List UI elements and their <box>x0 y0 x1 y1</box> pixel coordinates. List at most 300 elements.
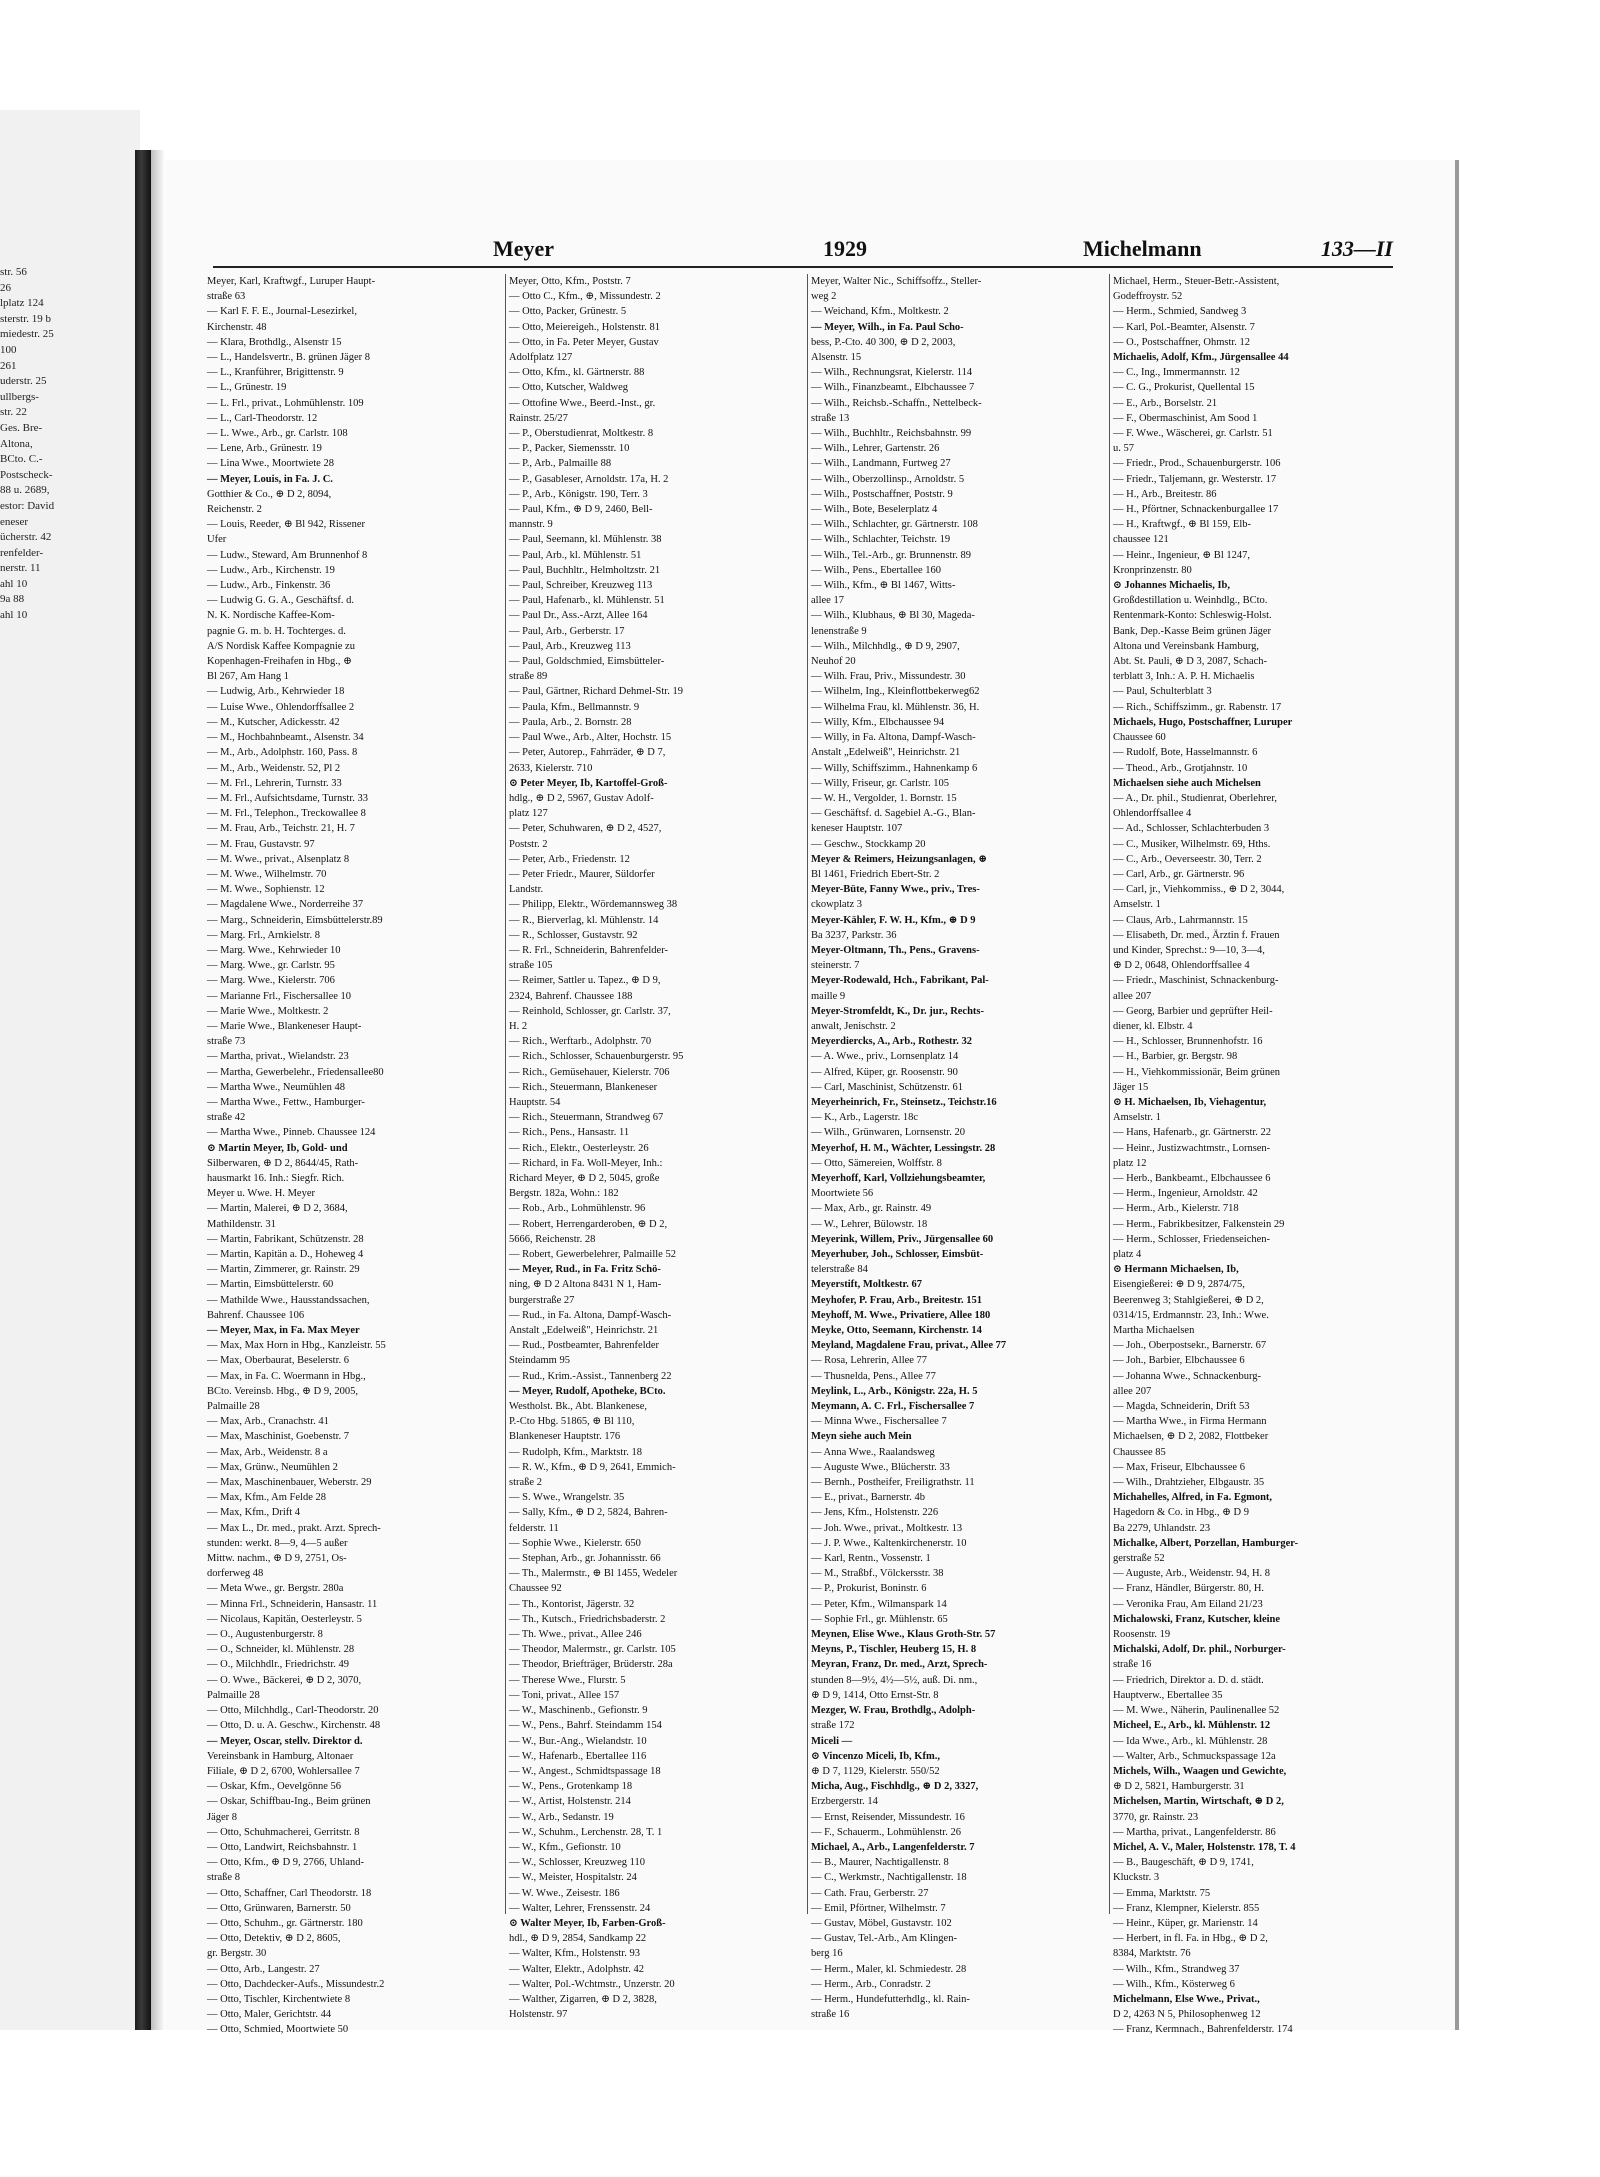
directory-entry-line: Michalowski, Franz, Kutscher, kleine <box>1113 1613 1281 1625</box>
directory-entry-line: — H., Barbier, gr. Bergstr. 98 <box>1113 1051 1238 1063</box>
directory-entry-line: — Wilh., Milchhdlg., ⊕ D 9, 2907, <box>811 640 960 652</box>
directory-entry-line: Meyer-Stromfeldt, K., Dr. jur., Rechts- <box>811 1005 985 1017</box>
directory-entry-line: straße 42 <box>207 1112 246 1124</box>
directory-entry-line: Anstalt „Edelweiß", Heinrichstr. 21 <box>509 1325 659 1337</box>
directory-entry-line: Michelmann, Else Wwe., Privat., <box>1113 1993 1260 2005</box>
left-page-text-fragments <box>0 265 120 624</box>
directory-entry-line: — Oskar, Schiffbau-Ing., Beim grünen <box>207 1796 371 1808</box>
directory-entry-line: — W., Meister, Hospitalstr. 24 <box>509 1872 637 1884</box>
directory-entry-line: — Wilh., Kfm., ⊕ Bl 1467, Witts- <box>811 580 956 592</box>
directory-entry-line: — Richard, in Fa. Woll-Meyer, Inh.: <box>509 1157 663 1169</box>
directory-entry-line: — Rich., Schlosser, Schauenburgerstr. 95 <box>509 1051 684 1063</box>
directory-entry-line: Meyer u. Wwe. H. Meyer <box>207 1188 315 1200</box>
directory-entry-line: Meyerink, Willem, Priv., Jürgensallee 60 <box>811 1233 994 1245</box>
directory-entry-line: dorferweg 48 <box>207 1568 264 1580</box>
directory-entry-line: — Anna Wwe., Raalandsweg <box>811 1446 935 1458</box>
directory-entry-line: — Sally, Kfm., ⊕ D 2, 5824, Bahren- <box>509 1507 668 1519</box>
directory-entry-line: — Jens, Kfm., Holstenstr. 226 <box>811 1507 939 1519</box>
directory-entry-line: — Martha Wwe., Neumühlen 48 <box>207 1081 346 1093</box>
directory-entry-line: — P., Prokurist, Boninstr. 6 <box>811 1583 927 1595</box>
directory-entry-line: — Paul Dr., Ass.-Arzt, Allee 164 <box>509 610 648 622</box>
directory-entry-line: Amselstr. 1 <box>1113 899 1161 911</box>
directory-entry-line: Adolfplatz 127 <box>509 352 573 364</box>
directory-entry-line: Chaussee 92 <box>509 1583 562 1595</box>
directory-entry-line: telerstraße 84 <box>811 1264 868 1276</box>
directory-entry-line: — Martin, Eimsbüttelerstr. 60 <box>207 1279 334 1291</box>
directory-entry-line: D 2, 4263 N 5, Philosophenweg 12 <box>1113 2009 1261 2021</box>
directory-entry-line: — Otto, Schaffner, Carl Theodorstr. 18 <box>207 1887 372 1899</box>
directory-entry-line: — A., Dr. phil., Studienrat, Oberlehrer, <box>1113 792 1278 804</box>
directory-entry-line: — Franz, Kermnach., Bahrenfelderstr. 174 <box>1113 2024 1293 2036</box>
directory-entry-line: — Bernh., Postheifer, Freiligrathstr. 11 <box>811 1477 975 1489</box>
directory-entry-line: — W., Pens., Bahrf. Steindamm 154 <box>509 1720 662 1732</box>
directory-entry-line: platz 12 <box>1113 1157 1147 1169</box>
directory-entry-line: — Carl, Arb., gr. Gärtnerstr. 96 <box>1113 868 1245 880</box>
directory-entry-line: — Friedr., Taljemann, gr. Westerstr. 17 <box>1113 473 1277 485</box>
directory-entry-line: Kirchenstr. 48 <box>207 321 267 333</box>
directory-entry-line: — Otto, Packer, Grünestr. 5 <box>509 306 627 318</box>
directory-entry-line: — Mathilde Wwe., Hausstandssachen, <box>207 1294 370 1306</box>
directory-entry-line: — Max, Arb., gr. Rainstr. 49 <box>811 1203 932 1215</box>
directory-entry-line: Palmaille 28 <box>207 1401 260 1413</box>
directory-entry-line: — Wilh., Reichsb.-Schaffn., Nettelbeck- <box>811 397 982 409</box>
directory-entry-line: ⊕ D 9, 1414, Otto Ernst-Str. 8 <box>811 1689 939 1701</box>
directory-entry-line: — Karl, Pol.-Beamter, Alsenstr. 7 <box>1113 321 1255 333</box>
directory-entry-line: — Robert, Herrengarderoben, ⊕ D 2, <box>509 1218 668 1230</box>
directory-entry-line: — Herm., Arb., Kielerstr. 718 <box>1113 1203 1239 1215</box>
directory-entry-line: — Otto, Kfm., kl. Gärtnerstr. 88 <box>509 367 645 379</box>
directory-entry-line: — Walter, Lehrer, Frenssenstr. 24 <box>509 1902 651 1914</box>
directory-entry-line: — Minna Frl., Schneiderin, Hansastr. 11 <box>207 1598 378 1610</box>
directory-entry-line: — S. Wwe., Wrangelstr. 35 <box>509 1492 625 1504</box>
directory-entry-line: — Rich., Steuermann, Strandweg 67 <box>509 1112 664 1124</box>
directory-entry-line: — Wilh., Schlachter, Teichstr. 19 <box>811 534 951 546</box>
directory-entry-line: — Willy, in Fa. Altona, Dampf-Wasch- <box>811 732 976 744</box>
directory-entry-line: — Willy, Schiffszimm., Hahnenkamp 6 <box>811 762 978 774</box>
directory-entry-line: — Ludw., Steward, Am Brunnenhof 8 <box>207 549 368 561</box>
directory-entry-line: Neuhof 20 <box>811 656 856 668</box>
directory-entry-line: — C. G., Prokurist, Quellental 15 <box>1113 382 1255 394</box>
left-page-fragment: ücherstr. 42 <box>0 531 52 544</box>
directory-entry-line: — Otto, Sämereien, Wolffstr. 8 <box>811 1157 942 1169</box>
directory-entry-line: stunden 8—9½, 4½—5½, auß. Di. nm., <box>811 1674 978 1686</box>
directory-entry-line: 8384, Marktstr. 76 <box>1113 1948 1191 1960</box>
directory-entry-line: — Martha Wwe., in Firma Hermann <box>1113 1416 1267 1428</box>
left-page-fragment: renfelder- <box>0 546 44 559</box>
directory-entry-line: — Herm., Maler, kl. Schmiedestr. 28 <box>811 1963 967 1975</box>
directory-entry-line: allee 207 <box>1113 990 1152 1002</box>
left-page-fragment: eneser <box>0 515 29 528</box>
directory-entry-line: — Paul, Schulterblatt 3 <box>1113 686 1212 698</box>
directory-entry-line: — Paul, Kfm., ⊕ D 9, 2460, Bell- <box>509 504 653 516</box>
directory-entry-line: — Rosa, Lehrerin, Allee 77 <box>811 1355 928 1367</box>
directory-entry-line: — M. Frau, Gustavstr. 97 <box>207 838 315 850</box>
directory-entry-line: platz 4 <box>1113 1249 1142 1260</box>
directory-entry-line: — Paul, Schreiber, Kreuzweg 113 <box>509 580 653 592</box>
directory-entry-line: — Wilh., Pens., Ebertallee 160 <box>811 564 942 576</box>
left-page-fragment: Postscheck- <box>0 468 53 481</box>
directory-entry-line: — L., Carl-Theodorstr. 12 <box>207 412 318 424</box>
directory-entry-line: — Rud., Postbeamter, Bahrenfelder <box>509 1340 660 1352</box>
directory-entry-line: Michahelles, Alfred, in Fa. Egmont, <box>1113 1492 1273 1504</box>
left-page-fragment: ahl 10 <box>0 577 28 590</box>
directory-entry-line: — Oskar, Kfm., Oevelgönne 56 <box>207 1781 342 1793</box>
directory-entry-line: Meyke, Otto, Seemann, Kirchenstr. 14 <box>811 1325 982 1337</box>
column-divider <box>1109 274 1110 1914</box>
directory-entry-line: — Wilh., Tel.-Arb., gr. Brunnenstr. 89 <box>811 549 972 561</box>
directory-entry-line: — O., Postschaffner, Ohmstr. 12 <box>1113 336 1251 348</box>
left-page-fragment: lplatz 124 <box>0 297 44 310</box>
directory-entry-line: H. 2 <box>509 1020 528 1032</box>
directory-entry-line: — Ida Wwe., Arb., kl. Mühlenstr. 28 <box>1113 1735 1268 1747</box>
directory-entry-line: — Max, Max Horn in Hbg., Kanzleistr. 55 <box>207 1340 386 1352</box>
directory-entry-line: — Rob., Arb., Lohmühlenstr. 96 <box>509 1203 646 1215</box>
directory-entry-line: — Cath. Frau, Gerberstr. 27 <box>811 1887 929 1899</box>
directory-column-3 <box>811 274 1107 2021</box>
directory-entry-line: — O., Schneider, kl. Mühlenstr. 28 <box>207 1644 355 1656</box>
directory-entry-line: — Th. Wwe., privat., Allee 246 <box>509 1629 642 1641</box>
directory-entry-line: — Otto, Meiereigeh., Holstenstr. 81 <box>509 321 661 333</box>
directory-entry-line: und Kinder, Sprechst.: 9—10, 3—4, <box>1113 944 1265 956</box>
directory-entry-line: — W., Artist, Holstenstr. 214 <box>509 1796 631 1808</box>
directory-entry-line: — H., Pförtner, Schnackenburgallee 17 <box>1113 504 1279 516</box>
directory-entry-line: Meyer-Büte, Fanny Wwe., priv., Tres- <box>811 884 980 896</box>
directory-column-4 <box>1113 274 1409 2036</box>
directory-entry-line: — Paul, Arb., Gerberstr. 17 <box>509 625 625 637</box>
directory-entry-line: — Geschw., Stockkamp 20 <box>811 838 926 850</box>
directory-entry-line: — Karl F. F. E., Journal-Lesezirkel, <box>207 306 357 318</box>
directory-entry-line: Anstalt „Edelweiß", Heinrichstr. 21 <box>811 747 961 759</box>
directory-entry-line: — Rich., Werftarb., Adolphstr. 70 <box>509 1036 652 1048</box>
directory-entry-line: — Th., Malermstr., ⊕ Bl 1455, Wedeler <box>509 1568 678 1580</box>
directory-entry-line: ⊕ D 2, 0648, Ohlendorffsallee 4 <box>1113 960 1250 972</box>
directory-entry-line: — Martha, privat., Langenfelderstr. 86 <box>1113 1826 1276 1838</box>
directory-entry-line: Moortwiete 56 <box>811 1188 874 1200</box>
directory-entry-line: — Meyer, Louis, in Fa. J. C. <box>207 473 333 485</box>
directory-entry-line: — Wilh., Postschaffner, Poststr. 9 <box>811 488 953 500</box>
directory-entry-line: Ohlendorffsallee 4 <box>1113 808 1192 820</box>
directory-entry-line: — Max, Friseur, Elbchaussee 6 <box>1113 1461 1245 1473</box>
directory-entry-line: Vereinsbank in Hamburg, Altonaer <box>207 1750 354 1762</box>
directory-entry-line: — Carl, Maschinist, Schützenstr. 61 <box>811 1081 963 1093</box>
directory-entry-line: — Otto, Detektiv, ⊕ D 2, 8605, <box>207 1933 341 1945</box>
directory-entry-line: straße 63 <box>207 291 246 303</box>
directory-entry-line: — Theodor, Briefträger, Brüderstr. 28a <box>509 1659 673 1671</box>
directory-entry-line: — M., Kutscher, Adickesstr. 42 <box>207 716 340 728</box>
directory-entry-line: — Auguste Wwe., Blücherstr. 33 <box>811 1461 950 1473</box>
directory-entry-line: Meyer-Rodewald, Hch., Fabrikant, Pal- <box>811 975 989 987</box>
directory-entry-line: Mezger, W. Frau, Brothdlg., Adolph- <box>811 1705 976 1717</box>
directory-entry-line: — Auguste, Arb., Weidenstr. 94, H. 8 <box>1113 1568 1271 1580</box>
directory-entry-line: — Rich., Steuermann, Blankeneser <box>509 1081 658 1093</box>
directory-entry-line: — W., Kfm., Gefionstr. 10 <box>509 1841 621 1853</box>
directory-entry-line: — F., Obermaschinist, Am Sood 1 <box>1113 412 1258 424</box>
directory-entry-line: Bahrenf. Chaussee 106 <box>207 1309 305 1321</box>
directory-entry-line: — C., Werkmstr., Nachtigallenstr. 18 <box>811 1872 967 1884</box>
directory-entry-line: — H., Schlosser, Brunnenhofstr. 16 <box>1113 1036 1263 1048</box>
directory-entry-line: Meyerstift, Moltkestr. 67 <box>811 1279 922 1291</box>
left-page-fragment: 88 u. 2689, <box>0 484 50 497</box>
directory-entry-line: — Meyer, Oscar, stellv. Direktor d. <box>207 1735 363 1747</box>
directory-entry-line: — Rich., Gemüsehauer, Kielerstr. 706 <box>509 1066 670 1078</box>
book-binding <box>135 150 151 2030</box>
directory-entry-line: Mathildenstr. 31 <box>207 1218 276 1230</box>
directory-entry-line: Eisengießerei: ⊕ D 9, 2874/75, <box>1113 1279 1245 1291</box>
directory-entry-line: Meyer-Kähler, F. W. H., Kfm., ⊕ D 9 <box>811 914 976 926</box>
directory-page <box>165 160 1459 2036</box>
directory-entry-line: — Gustav, Möbel, Gustavstr. 102 <box>811 1917 952 1929</box>
directory-column-1 <box>207 274 503 2036</box>
directory-entry-line: — Therese Wwe., Flurstr. 5 <box>509 1674 626 1686</box>
directory-entry-line: ⊙ Johannes Michaelis, Ib, <box>1113 580 1231 592</box>
directory-entry-line: — Herm., Fabrikbesitzer, Falkenstein 29 <box>1113 1218 1285 1230</box>
directory-entry-line: ⊙ Martin Meyer, Ib, Gold- und <box>207 1142 348 1154</box>
directory-entry-line: gr. Bergstr. 30 <box>207 1948 267 1960</box>
directory-entry-line: Jäger 8 <box>207 1811 238 1823</box>
directory-entry-line: Meyland, Magdalene Frau, privat., Allee 77 <box>811 1340 1007 1352</box>
directory-entry-line: Meyhoff, M. Wwe., Privatiere, Allee 180 <box>811 1309 991 1321</box>
directory-entry-line: — O. Wwe., Bäckerei, ⊕ D 2, 3070, <box>207 1674 362 1686</box>
directory-column-2 <box>509 274 805 2021</box>
directory-entry-line: — Willy, Kfm., Elbchaussee 94 <box>811 716 945 728</box>
directory-entry-line: — Johanna Wwe., Schnackenburg- <box>1113 1370 1262 1382</box>
directory-entry-line: — Elisabeth, Dr. med., Ärztin f. Frauen <box>1113 929 1280 941</box>
directory-entry-line: Altona und Vereinsbank Hamburg, <box>1113 640 1260 652</box>
directory-entry-line: — Herm., Schlosser, Friedenseichen- <box>1113 1233 1271 1245</box>
directory-entry-line: — Paul, Seemann, kl. Mühlenstr. 38 <box>509 534 662 546</box>
directory-entry-line: 3770, gr. Rainstr. 23 <box>1113 1811 1199 1823</box>
directory-entry-line: — Georg, Barbier und geprüfter Heil- <box>1113 1005 1273 1017</box>
directory-entry-line: — Karl, Rentn., Vossenstr. 1 <box>811 1553 931 1565</box>
directory-entry-line: — Nicolaus, Kapitän, Oesterleystr. 5 <box>207 1613 362 1625</box>
directory-entry-line: Michelsen, Martin, Wirtschaft, ⊕ D 2, <box>1113 1796 1284 1808</box>
directory-entry-line: — Wilh., Drahtzieher, Elbgaustr. 35 <box>1113 1477 1265 1489</box>
directory-entry-line: — M. Frl., Aufsichtsdame, Turnstr. 33 <box>207 792 369 804</box>
directory-entry-line: — Otto, Milchhdlg., Carl-Theodorstr. 20 <box>207 1705 379 1717</box>
directory-entry-line: — W., Maschinenb., Gefionstr. 9 <box>509 1705 648 1717</box>
directory-entry-line: Meyerdiercks, A., Arb., Rothestr. 32 <box>811 1036 972 1048</box>
directory-entry-line: — Otto, Kutscher, Waldweg <box>509 382 628 394</box>
directory-entry-line: — Otto, Dachdecker-Aufs., Missundestr.2 <box>207 1978 385 1990</box>
directory-entry-line: Meymann, A. C. Frl., Fischersallee 7 <box>811 1401 975 1413</box>
directory-entry-line: diener, kl. Elbstr. 4 <box>1113 1020 1193 1032</box>
directory-entry-line: — Otto, Schmied, Moortwiete 50 <box>207 2024 349 2036</box>
directory-entry-line: — Marianne Frl., Fischersallee 10 <box>207 990 352 1002</box>
directory-entry-line: — Otto C., Kfm., ⊕, Missundestr. 2 <box>509 291 661 303</box>
directory-entry-line: — Wilh. Frau, Priv., Missundestr. 30 <box>811 671 966 683</box>
directory-entry-line: — Meyer, Wilh., in Fa. Paul Scho- <box>811 321 964 333</box>
directory-entry-line: — Paul, Arb., kl. Mühlenstr. 51 <box>509 549 642 561</box>
directory-entry-line: — M. Frau, Arb., Teichstr. 21, H. 7 <box>207 823 355 835</box>
directory-entry-line: Mittw. nachm., ⊕ D 9, 2751, Os- <box>207 1553 347 1565</box>
directory-entry-line: — Wilh., Grünwaren, Lornsenstr. 20 <box>811 1127 965 1139</box>
directory-entry-line: Kopenhagen-Freihafen in Hbg., ⊕ <box>207 656 352 668</box>
directory-entry-line: — Paula, Kfm., Bellmannstr. 9 <box>509 701 640 713</box>
directory-entry-line: — Martin, Zimmerer, gr. Rainstr. 29 <box>207 1264 360 1276</box>
column-divider <box>505 274 506 1914</box>
directory-entry-line: terblatt 3, Inh.: A. P. H. Michaelis <box>1113 671 1255 683</box>
directory-entry-line: Meyn siehe auch Mein <box>811 1431 912 1443</box>
directory-entry-line: — Carl, jr., Viehkommiss., ⊕ D 2, 3044, <box>1113 884 1285 896</box>
directory-entry-line: — O., Augustenburgerstr. 8 <box>207 1629 323 1641</box>
directory-entry-line: — Magda, Schneiderin, Drift 53 <box>1113 1401 1250 1413</box>
directory-entry-line: Kluckstr. 3 <box>1113 1872 1160 1884</box>
directory-entry-line: Michaelsen, ⊕ D 2, 2082, Flottbeker <box>1113 1431 1269 1443</box>
directory-entry-line: — Herb., Bankbeamt., Elbchaussee 6 <box>1113 1172 1271 1184</box>
directory-entry-line: 2633, Kielerstr. 710 <box>509 762 593 774</box>
directory-entry-line: lenenstraße 9 <box>811 625 867 637</box>
directory-entry-line: — Wilh., Kfm., Kösterweg 6 <box>1113 1978 1235 1990</box>
directory-entry-line: — Th., Kontorist, Jägerstr. 32 <box>509 1598 635 1610</box>
directory-entry-line: — C., Musiker, Wilhelmstr. 69, Hths. <box>1113 838 1271 850</box>
directory-entry-line: — Wilh., Klubhaus, ⊕ Bl 30, Mageda- <box>811 610 975 622</box>
directory-entry-line: — M. Wwe., Wilhelmstr. 70 <box>207 868 327 880</box>
directory-entry-line: — Max, Kfm., Am Felde 28 <box>207 1492 326 1504</box>
directory-entry-line: — Sophie Frl., gr. Mühlenstr. 65 <box>811 1613 948 1625</box>
directory-entry-line: — Heinr., Justizwachtmstr., Lornsen- <box>1113 1142 1271 1154</box>
directory-entry-line: Rainstr. 25/27 <box>509 412 568 424</box>
directory-entry-line: Filiale, ⊕ D 2, 6700, Wohlersallee 7 <box>207 1765 360 1777</box>
directory-entry-line: — Rich., Schiffszimm., gr. Rabenstr. 17 <box>1113 701 1282 713</box>
directory-entry-line: — Otto, Landwirt, Reichsbahnstr. 1 <box>207 1841 358 1853</box>
directory-entry-line: — L. Wwe., Arb., gr. Carlstr. 108 <box>207 428 348 440</box>
directory-entry-line: — Herm., Schmied, Sandweg 3 <box>1113 306 1247 318</box>
directory-entry-line: — W., Angest., Schmidtspassage 18 <box>509 1765 661 1777</box>
directory-entry-line: 2324, Bahrenf. Chaussee 188 <box>509 990 633 1002</box>
directory-entry-line: — M. Wwe., Sophienstr. 12 <box>207 884 325 896</box>
directory-entry-line: — H., Kraftwgf., ⊕ Bl 159, Elb- <box>1113 519 1251 531</box>
directory-entry-line: — B., Maurer, Nachtigallenstr. 8 <box>811 1857 949 1869</box>
directory-entry-line: — Marg. Wwe., Kielerstr. 706 <box>207 975 335 987</box>
directory-entry-line: Godeffroystr. 52 <box>1113 291 1183 303</box>
directory-entry-line: — Marie Wwe., Moltkestr. 2 <box>207 1005 329 1017</box>
directory-entry-line: Abt. St. Pauli, ⊕ D 3, 2087, Schach- <box>1113 656 1268 668</box>
directory-entry-line: chaussee 121 <box>1113 534 1169 546</box>
directory-entry-line: — Rud., Krim.-Assist., Tannenberg 22 <box>509 1370 672 1382</box>
directory-entry-line: — M. Frl., Lehrerin, Turnstr. 33 <box>207 777 342 789</box>
directory-entry-line: — R. W., Kfm., ⊕ D 9, 2641, Emmich- <box>509 1461 676 1473</box>
directory-entry-line: Palmaille 28 <box>207 1689 260 1701</box>
directory-entry-line: — Reimer, Sattler u. Tapez., ⊕ D 9, <box>509 975 661 987</box>
directory-entry-line: — Wilh., Finanzbeamt., Elbchaussee 7 <box>811 382 975 394</box>
directory-entry-line: — Martha Wwe., Pinneb. Chaussee 124 <box>207 1127 376 1139</box>
directory-entry-line: — Paula, Arb., 2. Bornstr. 28 <box>509 716 632 728</box>
directory-entry-line: — Herm., Arb., Conradstr. 2 <box>811 1978 931 1990</box>
directory-entry-line: N. K. Nordische Kaffee-Kom- <box>207 610 335 622</box>
directory-entry-line: — P., Packer, Siemensstr. 10 <box>509 443 630 455</box>
directory-entry-line: — W. H., Vergolder, 1. Bornstr. 15 <box>811 792 957 804</box>
directory-entry-line: — Luise Wwe., Ohlendorffsallee 2 <box>207 701 355 713</box>
directory-entry-line: Blankeneser Hauptstr. 176 <box>509 1431 621 1443</box>
directory-entry-line: — Toni, privat., Allee 157 <box>509 1689 620 1701</box>
directory-entry-line: Micheel, E., Arb., kl. Mühlenstr. 12 <box>1113 1720 1271 1732</box>
directory-entry-line: — Ad., Schlosser, Schlachterbuden 3 <box>1113 823 1270 835</box>
directory-entry-line: — Friedrich, Direktor a. D. d. städt. <box>1113 1674 1264 1686</box>
directory-entry-line: Michael, Herm., Steuer-Betr.-Assistent, <box>1113 276 1280 287</box>
directory-entry-line: — C., Arb., Oeverseestr. 30, Terr. 2 <box>1113 853 1262 865</box>
directory-entry-line: — Paul, Gärtner, Richard Dehmel-Str. 19 <box>509 686 683 698</box>
directory-entry-line: ning, ⊕ D 2 Altona 8431 N 1, Ham- <box>509 1279 662 1291</box>
directory-entry-line: Michaelsen siehe auch Michelsen <box>1113 777 1261 789</box>
directory-entry-line: Poststr. 2 <box>509 838 548 850</box>
directory-entry-line: Meynen, Elise Wwe., Klaus Groth-Str. 57 <box>811 1629 996 1641</box>
directory-entry-line: Meyer-Oltmann, Th., Pens., Gravens- <box>811 944 980 956</box>
directory-entry-line: Erzbergerstr. 14 <box>811 1796 878 1808</box>
directory-entry-line: — Walter, Arb., Schmuckspassage 12a <box>1113 1750 1276 1762</box>
directory-entry-line: — Max, in Fa. C. Woermann in Hbg., <box>207 1370 366 1382</box>
left-page-fragment: 261 <box>0 359 17 372</box>
directory-entry-line: — W., Pens., Grotenkamp 18 <box>509 1781 633 1793</box>
directory-entry-line: — J. P. Wwe., Kaltenkirchenerstr. 10 <box>811 1537 967 1549</box>
directory-entry-line: — Martin, Kapitän a. D., Hoheweg 4 <box>207 1249 364 1260</box>
directory-entry-line: — Rich., Pens., Hansastr. 11 <box>509 1127 630 1139</box>
directory-entry-line: — Peter, Kfm., Wilmanspark 14 <box>811 1598 947 1610</box>
directory-entry-line: — Max, Maschinenbauer, Weberstr. 29 <box>207 1477 372 1489</box>
directory-entry-line: — W., Lehrer, Bülowstr. 18 <box>811 1218 928 1230</box>
directory-entry-line: — Emma, Marktstr. 75 <box>1113 1887 1211 1899</box>
directory-entry-line: — Wilhelma Frau, kl. Mühlenstr. 36, H. <box>811 701 980 713</box>
directory-entry-line: — E., privat., Barnerstr. 4b <box>811 1492 926 1504</box>
header-rule <box>213 266 1393 268</box>
directory-entry-line: — Louis, Reeder, ⊕ Bl 942, Rissener <box>207 519 365 531</box>
directory-entry-line: maille 9 <box>811 990 846 1002</box>
directory-entry-line: 0314/15, Erdmannstr. 23, Inh.: Wwe. <box>1113 1309 1269 1321</box>
directory-entry-line: straße 16 <box>811 2009 850 2021</box>
directory-entry-line: — Emil, Pförtner, Wilhelmstr. 7 <box>811 1902 946 1914</box>
directory-entry-line: — Ludw., Arb., Finkenstr. 36 <box>207 580 331 592</box>
directory-entry-line: Holstenstr. 97 <box>509 2009 568 2021</box>
directory-entry-line: — Otto, in Fa. Peter Meyer, Gustav <box>509 336 659 348</box>
directory-entry-line: — W., Schlosser, Kreuzweg 110 <box>509 1857 645 1869</box>
directory-entry-line: Ba 3237, Parkstr. 36 <box>811 929 897 941</box>
directory-entry-line: Miceli — <box>811 1735 853 1747</box>
directory-entry-line: Roosenstr. 19 <box>1113 1629 1171 1641</box>
directory-entry-line: — Paul, Goldschmied, Eimsbütteler- <box>509 656 665 668</box>
directory-entry-line: — Paul, Hafenarb., kl. Mühlenstr. 51 <box>509 595 665 607</box>
directory-entry-line: straße 16 <box>1113 1659 1152 1671</box>
directory-entry-line: — Max, Oberbaurat, Beselerstr. 6 <box>207 1355 350 1367</box>
directory-entry-line: straße 172 <box>811 1720 855 1732</box>
directory-entry-line: Bl 267, Am Hang 1 <box>207 671 289 683</box>
directory-entry-line: — Rudolf, Bote, Hasselmannstr. 6 <box>1113 747 1258 759</box>
directory-entry-line: Meyer, Walter Nic., Schiffsoffz., Steller- <box>811 276 982 287</box>
directory-entry-line: — M., Straßbf., Völckersstr. 38 <box>811 1568 944 1580</box>
directory-entry-line: — Geschäftsf. d. Sagebiel A.-G., Blan- <box>811 808 976 820</box>
directory-entry-line: Hauptstr. 54 <box>509 1096 561 1108</box>
left-page-fragment: 26 <box>0 281 11 294</box>
directory-entry-line: — Otto, Arb., Langestr. 27 <box>207 1963 320 1975</box>
directory-entry-line: — Weichand, Kfm., Moltkestr. 2 <box>811 306 949 318</box>
directory-entry-line: — M. Wwe., Näherin, Paulinenallee 52 <box>1113 1705 1280 1717</box>
directory-entry-line: ⊙ H. Michaelsen, Ib, Viehagentur, <box>1113 1096 1267 1108</box>
directory-entry-line: — R., Schlosser, Gustavstr. 92 <box>509 929 638 941</box>
directory-entry-line: Bergstr. 182a, Wohn.: 182 <box>509 1188 619 1200</box>
directory-entry-line: — Rud., in Fa. Altona, Dampf-Wasch- <box>509 1309 672 1321</box>
column-divider <box>807 274 808 1914</box>
directory-entry-line: — Max L., Dr. med., prakt. Arzt. Sprech- <box>207 1522 381 1534</box>
directory-entry-line: — Otto, Grünwaren, Barnerstr. 50 <box>207 1902 351 1914</box>
directory-entry-line: — Claus, Arb., Lahrmannstr. 15 <box>1113 914 1248 926</box>
directory-entry-line: steinerstr. 7 <box>811 960 860 972</box>
directory-entry-line: Beerenweg 3; Stahlgießerei, ⊕ D 2, <box>1113 1294 1264 1306</box>
directory-entry-line: Michael, A., Arb., Langenfelderstr. 7 <box>811 1841 975 1853</box>
directory-entry-line: — M., Arb., Adolphstr. 160, Pass. 8 <box>207 747 358 759</box>
directory-entry-line: — Meta Wwe., gr. Bergstr. 280a <box>207 1583 344 1595</box>
directory-entry-line: Micha, Aug., Fischhdlg., ⊕ D 2, 3327, <box>811 1781 979 1793</box>
directory-entry-line: — Meyer, Rud., in Fa. Fritz Schö- <box>509 1264 661 1276</box>
directory-entry-line: — Paul, Arb., Kreuzweg 113 <box>509 640 631 652</box>
directory-entry-line: — H., Arb., Breitestr. 86 <box>1113 488 1217 500</box>
